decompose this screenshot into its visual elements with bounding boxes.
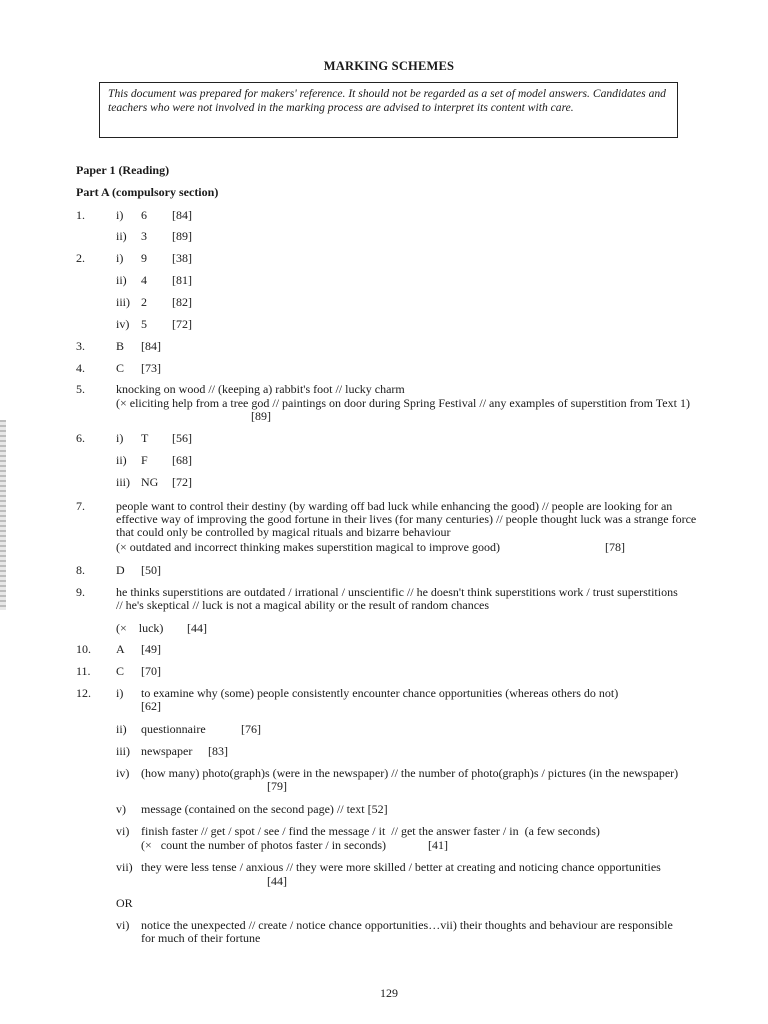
sub-label: ii) [116, 722, 127, 736]
question-number: 10. [76, 642, 91, 656]
mark: [78] [605, 540, 625, 554]
answer: to examine why (some) people consistently encounter chance opportunities (whereas others do not) [141, 686, 619, 700]
answer: 3 [141, 229, 147, 243]
sub-label: i) [116, 431, 124, 445]
answer-note: (× count the number of photos faster / in seconds) [141, 838, 387, 852]
answer: message (contained on the second page) // text [52] [141, 802, 388, 816]
mark: [83] [208, 744, 228, 758]
sub-label: i) [116, 686, 124, 700]
sub-label: vi) [116, 824, 130, 838]
disclaimer-box: This document was prepared for makers' reference. It should not be regarded as a set of model answers. Candidates and teachers who were not involved in the marking process are advised to interpret its content with care. [99, 82, 678, 138]
mark: [62] [141, 699, 161, 713]
question-number: 6. [76, 431, 85, 445]
answer: D [116, 563, 125, 577]
mark: [72] [172, 475, 192, 489]
answer: he thinks superstitions are outdated / irrational / unscientific // he doesn't think superstitions work / trust superstitions // he's skeptical // luck is not a magical ability or the result of random chances [116, 585, 678, 612]
mark: [50] [141, 563, 161, 577]
answer-note: (× luck) [116, 621, 164, 635]
sub-label: ii) [116, 229, 127, 243]
question-number: 3. [76, 339, 85, 353]
mark: [81] [172, 273, 192, 287]
answer: they were less tense / anxious // they were more skilled / better at creating and noticing chance opportunities [141, 860, 661, 874]
answer: 9 [141, 251, 147, 265]
answer: C [116, 361, 125, 375]
mark: [41] [428, 838, 448, 852]
answer: NG [141, 475, 159, 489]
question-number: 8. [76, 563, 85, 577]
mark: [49] [141, 642, 161, 656]
answer-note: (× eliciting help from a tree god // paintings on door during Spring Festival // any examples of superstition from Text 1) [116, 396, 690, 410]
answer-note: (× outdated and incorrect thinking makes superstition magical to improve good) [116, 540, 501, 554]
mark: [73] [141, 361, 161, 375]
sub-label: iv) [116, 766, 130, 780]
answer: questionnaire [141, 722, 206, 736]
sub-label: iii) [116, 475, 130, 489]
answer: T [141, 431, 149, 445]
sub-label: i) [116, 208, 124, 222]
sub-label: vi) [116, 918, 130, 932]
sub-label: iii) [116, 744, 130, 758]
mark: [76] [241, 722, 261, 736]
answer: notice the unexpected // create / notice chance opportunities…vii) their thoughts and behaviour are responsible for much of their fortune [141, 918, 673, 945]
binding-edge-decoration [0, 420, 6, 610]
mark: [84] [141, 339, 161, 353]
answer: C [116, 664, 125, 678]
question-number: 7. [76, 499, 85, 513]
sub-label: vii) [116, 860, 133, 874]
answer: B [116, 339, 125, 353]
answer: people want to control their destiny (by warding off bad luck while enhancing the good) // people are looking for an effective way of improving the good fortune in their lives (for many centuries) // people thought luck was a strange force that could only be controlled by magical rituals and bizarre behaviour [116, 499, 697, 539]
mark: [89] [172, 229, 192, 243]
question-number: 12. [76, 686, 91, 700]
mark: [72] [172, 317, 192, 331]
question-number: 1. [76, 208, 85, 222]
paper-heading: Paper 1 (Reading) [76, 163, 170, 177]
answer: 6 [141, 208, 147, 222]
mark: [89] [251, 409, 271, 423]
sub-label: i) [116, 251, 124, 265]
answer: newspaper [141, 744, 193, 758]
answer: (how many) photo(graph)s (were in the newspaper) // the number of photo(graph)s / pictures (in the newspaper) [141, 766, 679, 780]
sub-label: ii) [116, 453, 127, 467]
or-separator: OR [116, 896, 133, 910]
page-number: 129 [380, 986, 398, 1000]
answer: finish faster // get / spot / see / find the message / it // get the answer faster / in (a few seconds) [141, 824, 600, 838]
mark: [70] [141, 664, 161, 678]
question-number: 4. [76, 361, 85, 375]
mark: [79] [267, 779, 287, 793]
mark: [56] [172, 431, 192, 445]
mark: [38] [172, 251, 192, 265]
page-title: MARKING SCHEMES [323, 59, 455, 73]
answer: F [141, 453, 148, 467]
sub-label: iv) [116, 317, 130, 331]
mark: [68] [172, 453, 192, 467]
question-number: 11. [76, 664, 91, 678]
answer: A [116, 642, 125, 656]
mark: [44] [187, 621, 207, 635]
sub-label: v) [116, 802, 126, 816]
question-number: 5. [76, 382, 85, 396]
part-heading: Part A (compulsory section) [76, 185, 219, 199]
mark: [84] [172, 208, 192, 222]
question-number: 9. [76, 585, 85, 599]
answer: 2 [141, 295, 147, 309]
mark: [82] [172, 295, 192, 309]
sub-label: ii) [116, 273, 127, 287]
sub-label: iii) [116, 295, 130, 309]
answer: knocking on wood // (keeping a) rabbit's foot // lucky charm [116, 382, 405, 396]
mark: [44] [267, 874, 287, 888]
answer: 5 [141, 317, 147, 331]
answer: 4 [141, 273, 147, 287]
question-number: 2. [76, 251, 85, 265]
